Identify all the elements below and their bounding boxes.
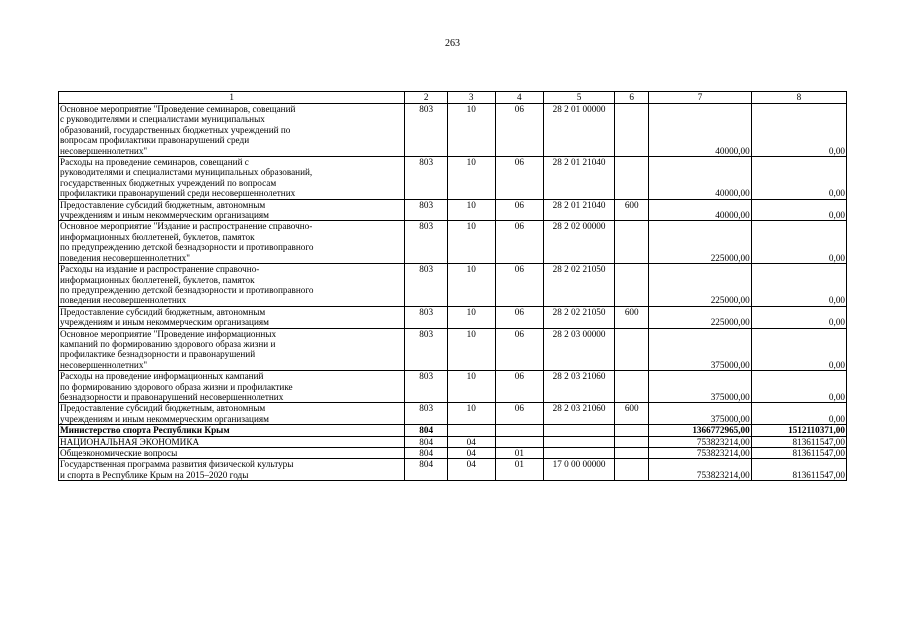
- expense-type-cell: [615, 328, 649, 371]
- section-code-cell: 04: [447, 459, 495, 481]
- budget-table: [58, 91, 847, 481]
- amount-year1-cell: 225000,00: [649, 264, 751, 307]
- ministry-code-cell: 804: [405, 436, 448, 447]
- table-row: [59, 403, 847, 425]
- ministry-code-cell: 804: [405, 459, 448, 481]
- table-row: [59, 448, 847, 459]
- item-name-cell: Общеэкономические вопросы: [59, 448, 405, 459]
- section-code-cell: 04: [447, 448, 495, 459]
- table-row: [59, 328, 847, 371]
- table-row: [59, 157, 847, 200]
- item-name-cell: Предоставление субсидий бюджетным, автономным учреждениям и иным некоммерческим организациям: [59, 403, 405, 425]
- item-name-cell: НАЦИОНАЛЬНАЯ ЭКОНОМИКА: [59, 436, 405, 447]
- column-header: 7: [649, 92, 751, 104]
- ministry-code-cell: 804: [405, 425, 448, 436]
- amount-year1-cell: 1366772965,00: [649, 425, 751, 436]
- ministry-code-cell: 803: [405, 104, 448, 157]
- amount-year1-cell: 375000,00: [649, 371, 751, 403]
- amount-year1-cell: 40000,00: [649, 157, 751, 200]
- item-name-cell: Основное мероприятие "Проведение информационных кампаний по формированию здорового образа жизни и профилактике безнадзорности и правонарушений несовершеннолетних": [59, 328, 405, 371]
- ministry-code-cell: 803: [405, 199, 448, 221]
- subsection-code-cell: 06: [495, 199, 544, 221]
- subsection-code-cell: [495, 425, 544, 436]
- column-header: 1: [59, 92, 405, 104]
- subsection-code-cell: 06: [495, 104, 544, 157]
- subsection-code-cell: 01: [495, 459, 544, 481]
- amount-year1-cell: 225000,00: [649, 306, 751, 328]
- column-header: 6: [615, 92, 649, 104]
- section-code-cell: 10: [447, 199, 495, 221]
- target-article-cell: 28 2 01 21040: [544, 157, 615, 200]
- amount-year1-cell: 40000,00: [649, 104, 751, 157]
- table-row: [59, 199, 847, 221]
- ministry-code-cell: 803: [405, 403, 448, 425]
- table-row: [59, 371, 847, 403]
- ministry-code-cell: 803: [405, 221, 448, 264]
- item-name-cell: Министерство спорта Республики Крым: [59, 425, 405, 436]
- amount-year2-cell: 813611547,00: [751, 448, 846, 459]
- table-row: [59, 264, 847, 307]
- section-code-cell: 10: [447, 157, 495, 200]
- table-header-row: [59, 92, 847, 104]
- expense-type-cell: 600: [615, 199, 649, 221]
- amount-year2-cell: 0,00: [751, 104, 846, 157]
- table-row: [59, 459, 847, 481]
- amount-year2-cell: 0,00: [751, 328, 846, 371]
- amount-year2-cell: 1512110371,00: [751, 425, 846, 436]
- amount-year1-cell: 753823214,00: [649, 436, 751, 447]
- item-name-cell: Расходы на издание и распространение справочно- информационных бюллетеней, буклетов, памяток по предупреждению детской безнадзорности и противоправного поведения несовершеннолетних: [59, 264, 405, 307]
- expense-type-cell: 600: [615, 403, 649, 425]
- target-article-cell: 17 0 00 00000: [544, 459, 615, 481]
- expense-type-cell: [615, 264, 649, 307]
- subsection-code-cell: 06: [495, 403, 544, 425]
- amount-year1-cell: 225000,00: [649, 221, 751, 264]
- amount-year1-cell: 375000,00: [649, 328, 751, 371]
- ministry-code-cell: 803: [405, 264, 448, 307]
- amount-year2-cell: 0,00: [751, 221, 846, 264]
- item-name-cell: Предоставление субсидий бюджетным, автономным учреждениям и иным некоммерческим организациям: [59, 199, 405, 221]
- item-name-cell: Государственная программа развития физической культуры и спорта в Республике Крым на 2015–2020 годы: [59, 459, 405, 481]
- ministry-code-cell: 803: [405, 157, 448, 200]
- subsection-code-cell: 06: [495, 371, 544, 403]
- amount-year2-cell: 0,00: [751, 403, 846, 425]
- section-code-cell: 10: [447, 328, 495, 371]
- target-article-cell: 28 2 02 21050: [544, 306, 615, 328]
- amount-year1-cell: 753823214,00: [649, 459, 751, 481]
- expense-type-cell: [615, 448, 649, 459]
- amount-year1-cell: 753823214,00: [649, 448, 751, 459]
- target-article-cell: 28 2 03 21060: [544, 371, 615, 403]
- column-header: 3: [447, 92, 495, 104]
- column-header: 4: [495, 92, 544, 104]
- table-row: [59, 425, 847, 436]
- section-code-cell: [447, 425, 495, 436]
- subsection-code-cell: 06: [495, 157, 544, 200]
- expense-type-cell: [615, 459, 649, 481]
- item-name-cell: Основное мероприятие "Издание и распространение справочно- информационных бюллетеней, буклетов, памяток по предупреждению детской безнадзорности и противоправного поведения несовершеннолетних": [59, 221, 405, 264]
- table-row: [59, 104, 847, 157]
- target-article-cell: 28 2 01 00000: [544, 104, 615, 157]
- subsection-code-cell: 01: [495, 448, 544, 459]
- section-code-cell: 10: [447, 306, 495, 328]
- subsection-code-cell: [495, 436, 544, 447]
- column-header: 2: [405, 92, 448, 104]
- target-article-cell: 28 2 02 21050: [544, 264, 615, 307]
- expense-type-cell: [615, 425, 649, 436]
- target-article-cell: 28 2 03 21060: [544, 403, 615, 425]
- subsection-code-cell: 06: [495, 264, 544, 307]
- item-name-cell: Предоставление субсидий бюджетным, автономным учреждениям и иным некоммерческим организациям: [59, 306, 405, 328]
- column-header: 8: [751, 92, 846, 104]
- amount-year2-cell: 0,00: [751, 264, 846, 307]
- amount-year2-cell: 0,00: [751, 157, 846, 200]
- section-code-cell: 04: [447, 436, 495, 447]
- expense-type-cell: [615, 371, 649, 403]
- ministry-code-cell: 803: [405, 306, 448, 328]
- page-number: 263: [445, 38, 460, 49]
- amount-year1-cell: 40000,00: [649, 199, 751, 221]
- expense-type-cell: 600: [615, 306, 649, 328]
- amount-year1-cell: 375000,00: [649, 403, 751, 425]
- ministry-code-cell: 804: [405, 448, 448, 459]
- target-article-cell: 28 2 03 00000: [544, 328, 615, 371]
- target-article-cell: [544, 436, 615, 447]
- target-article-cell: [544, 448, 615, 459]
- amount-year2-cell: 813611547,00: [751, 459, 846, 481]
- subsection-code-cell: 06: [495, 306, 544, 328]
- ministry-code-cell: 803: [405, 328, 448, 371]
- item-name-cell: Основное мероприятие "Проведение семинаров, совещаний с руководителями и специалистами муниципальных образований, государственных бюджетных учреждений по вопросам профилактики правонарушений среди несовершеннолетних": [59, 104, 405, 157]
- amount-year2-cell: 0,00: [751, 199, 846, 221]
- expense-type-cell: [615, 436, 649, 447]
- target-article-cell: 28 2 02 00000: [544, 221, 615, 264]
- expense-type-cell: [615, 221, 649, 264]
- table-row: [59, 221, 847, 264]
- section-code-cell: 10: [447, 264, 495, 307]
- section-code-cell: 10: [447, 371, 495, 403]
- target-article-cell: 28 2 01 21040: [544, 199, 615, 221]
- expense-type-cell: [615, 104, 649, 157]
- table-row: [59, 436, 847, 447]
- amount-year2-cell: 0,00: [751, 306, 846, 328]
- section-code-cell: 10: [447, 403, 495, 425]
- ministry-code-cell: 803: [405, 371, 448, 403]
- item-name-cell: Расходы на проведение семинаров, совещаний с руководителями и специалистами муниципальных образований, государственных бюджетных учреждений по вопросам профилактики правонарушений среди несовершеннолетних: [59, 157, 405, 200]
- subsection-code-cell: 06: [495, 328, 544, 371]
- table-row: [59, 306, 847, 328]
- expense-type-cell: [615, 157, 649, 200]
- column-header: 5: [544, 92, 615, 104]
- section-code-cell: 10: [447, 104, 495, 157]
- section-code-cell: 10: [447, 221, 495, 264]
- amount-year2-cell: 0,00: [751, 371, 846, 403]
- amount-year2-cell: 813611547,00: [751, 436, 846, 447]
- target-article-cell: [544, 425, 615, 436]
- item-name-cell: Расходы на проведение информационных кампаний по формированию здорового образа жизни и профилактике безнадзорности и правонарушений несовершеннолетних: [59, 371, 405, 403]
- subsection-code-cell: 06: [495, 221, 544, 264]
